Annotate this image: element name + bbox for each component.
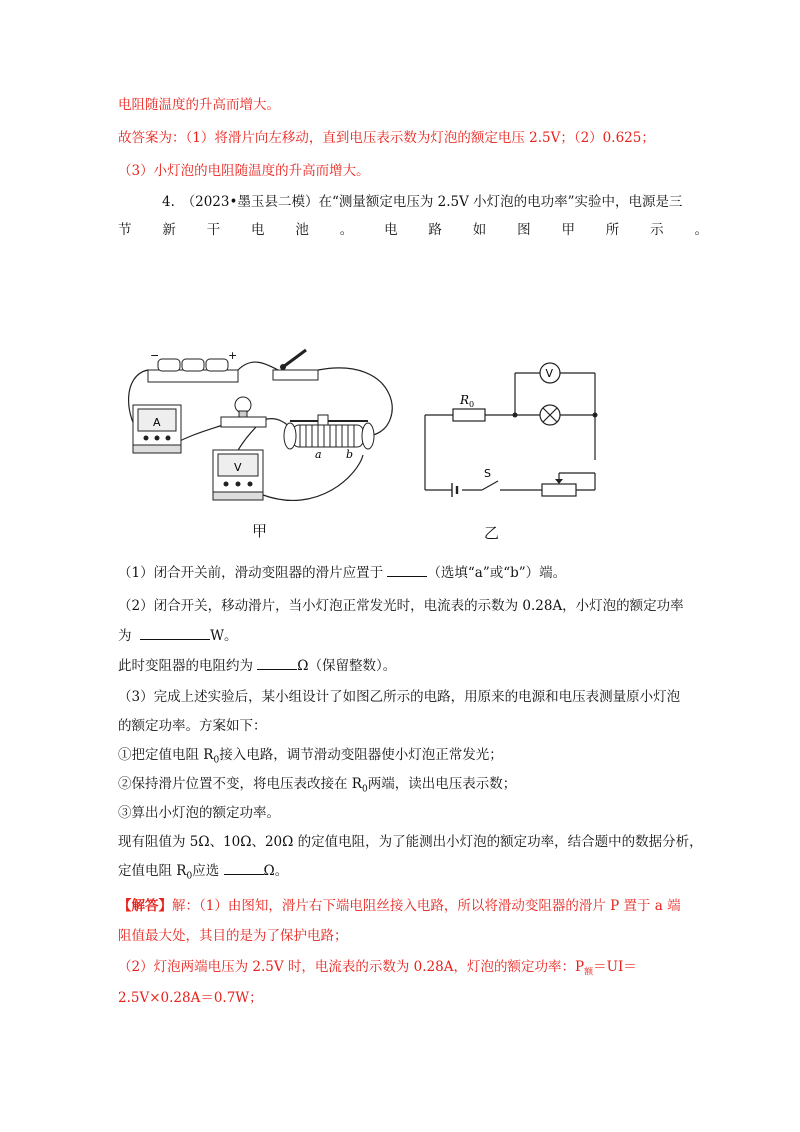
- subquestion-4-line2: 定值电阻 $R_0$应选 Ω。: [118, 863, 289, 882]
- intro-char: 所: [605, 222, 620, 238]
- answer-prev-line3: （3）小灯泡的电阻随温度的升高而增大。: [118, 163, 370, 179]
- intro-char: 干: [206, 222, 221, 238]
- solution-tag: 【解答】: [118, 898, 172, 914]
- intro-char: 池: [295, 222, 309, 238]
- voltmeter-symbol-label: V: [545, 367, 554, 380]
- answer-prev-line2: 故答案为：（1）将滑片向左移动，直到电压表示数为灯泡的额定电压 2.5V；（2）0.625；: [118, 130, 655, 146]
- subquestion-3-line1: （3）完成上述实验后，某小组设计了如图乙所示的电路，用原来的电源和电压表测量原小灯泡: [118, 689, 681, 705]
- subquestion-2-line1: （2）闭合开关，移动滑片，当小灯泡正常发光时，电流表的示数为 0.28A，小灯泡的额定功率: [118, 598, 684, 614]
- intro-char: 如: [472, 222, 487, 238]
- answer-prev-line1: 电阻随温度的升高而增大。: [118, 97, 280, 113]
- voltmeter-label: V: [234, 461, 242, 474]
- intro-char: 电: [384, 222, 398, 238]
- rheostat-icon: [284, 415, 374, 461]
- subquestion-1: （1）闭合开关前，滑动变阻器的滑片应置于 （选填“a”或“b”）端。: [118, 565, 567, 581]
- rheostat-terminal-b: b: [346, 448, 354, 461]
- intro-char: 。: [694, 222, 708, 238]
- blank-4[interactable]: [224, 862, 264, 875]
- switch-icon: [273, 350, 318, 380]
- step-3: ③算出小灯泡的额定功率。: [118, 805, 280, 821]
- solution-line4: 2.5V×0.28A＝0.7W；: [118, 990, 263, 1006]
- question-intro-line1: 4. （2023•墨玉县二模）在“测量额定电压为 2.5V 小灯泡的电功率”实验中，电源是三: [162, 194, 683, 210]
- subquestion-4-line1: 现有阻值为 5Ω、10Ω、20Ω 的定值电阻，为了能测出小灯泡的额定功率，结合题中的数据分析，: [118, 834, 703, 850]
- solution-line3: （2）灯泡两端电压为 2.5V 时，电流表的示数为 0.28A，灯泡的额定功率：$P_额=UI=$: [118, 959, 637, 978]
- intro-char: 。: [339, 222, 354, 238]
- step-2: ②保持滑片位置不变，将电压表改接在 $R_0$两端，读出电压表示数；: [118, 776, 517, 795]
- figure-jia-caption: 甲: [252, 522, 268, 540]
- voltmeter-icon: [213, 450, 263, 500]
- r0-subscript: 0: [469, 400, 475, 409]
- intro-char: 电: [251, 222, 265, 238]
- intro-char: 路: [428, 222, 442, 238]
- blank-1[interactable]: [387, 564, 427, 577]
- r0-label: R: [460, 393, 470, 407]
- subquestion-3-line2: 的额定功率。方案如下：: [118, 718, 267, 734]
- solution-line2: 阻值最大处，其目的是为了保护电路；: [118, 928, 348, 944]
- battery-minus-label: −: [150, 349, 160, 362]
- battery-plus-label: +: [228, 349, 238, 362]
- blank-3[interactable]: [257, 657, 297, 670]
- intro-char: 甲: [561, 222, 575, 238]
- question-intro-line2: [118, 221, 708, 239]
- switch-s-label: S: [484, 467, 491, 480]
- figure-yi-caption: 乙: [484, 524, 500, 542]
- figure-jia-apparatus: [118, 345, 418, 520]
- intro-char: 示: [650, 222, 664, 238]
- ammeter-label: A: [153, 416, 161, 429]
- solution-line1: 【解答】解：（1）由图知，滑片右下端电阻丝接入电路，所以将滑动变阻器的滑片 P 置于 a 端: [118, 898, 681, 914]
- step-1: ①把定值电阻 $R_0$接入电路，调节滑动变阻器使小灯泡正常发光；: [118, 747, 503, 766]
- figure-yi-circuit: [420, 355, 620, 515]
- rheostat-terminal-a: a: [315, 448, 322, 461]
- ammeter-icon: [133, 405, 181, 453]
- blank-2[interactable]: [140, 627, 210, 640]
- intro-char: 节: [118, 222, 132, 238]
- subquestion-2-line2: 为 W。: [118, 628, 238, 644]
- subquestion-2-line3: 此时变阻器的电阻约为 Ω（保留整数）。: [118, 658, 397, 674]
- bulb-icon: [221, 397, 266, 427]
- battery-icon: [148, 349, 238, 382]
- intro-char: 图: [517, 222, 531, 238]
- intro-char: 新: [162, 222, 176, 238]
